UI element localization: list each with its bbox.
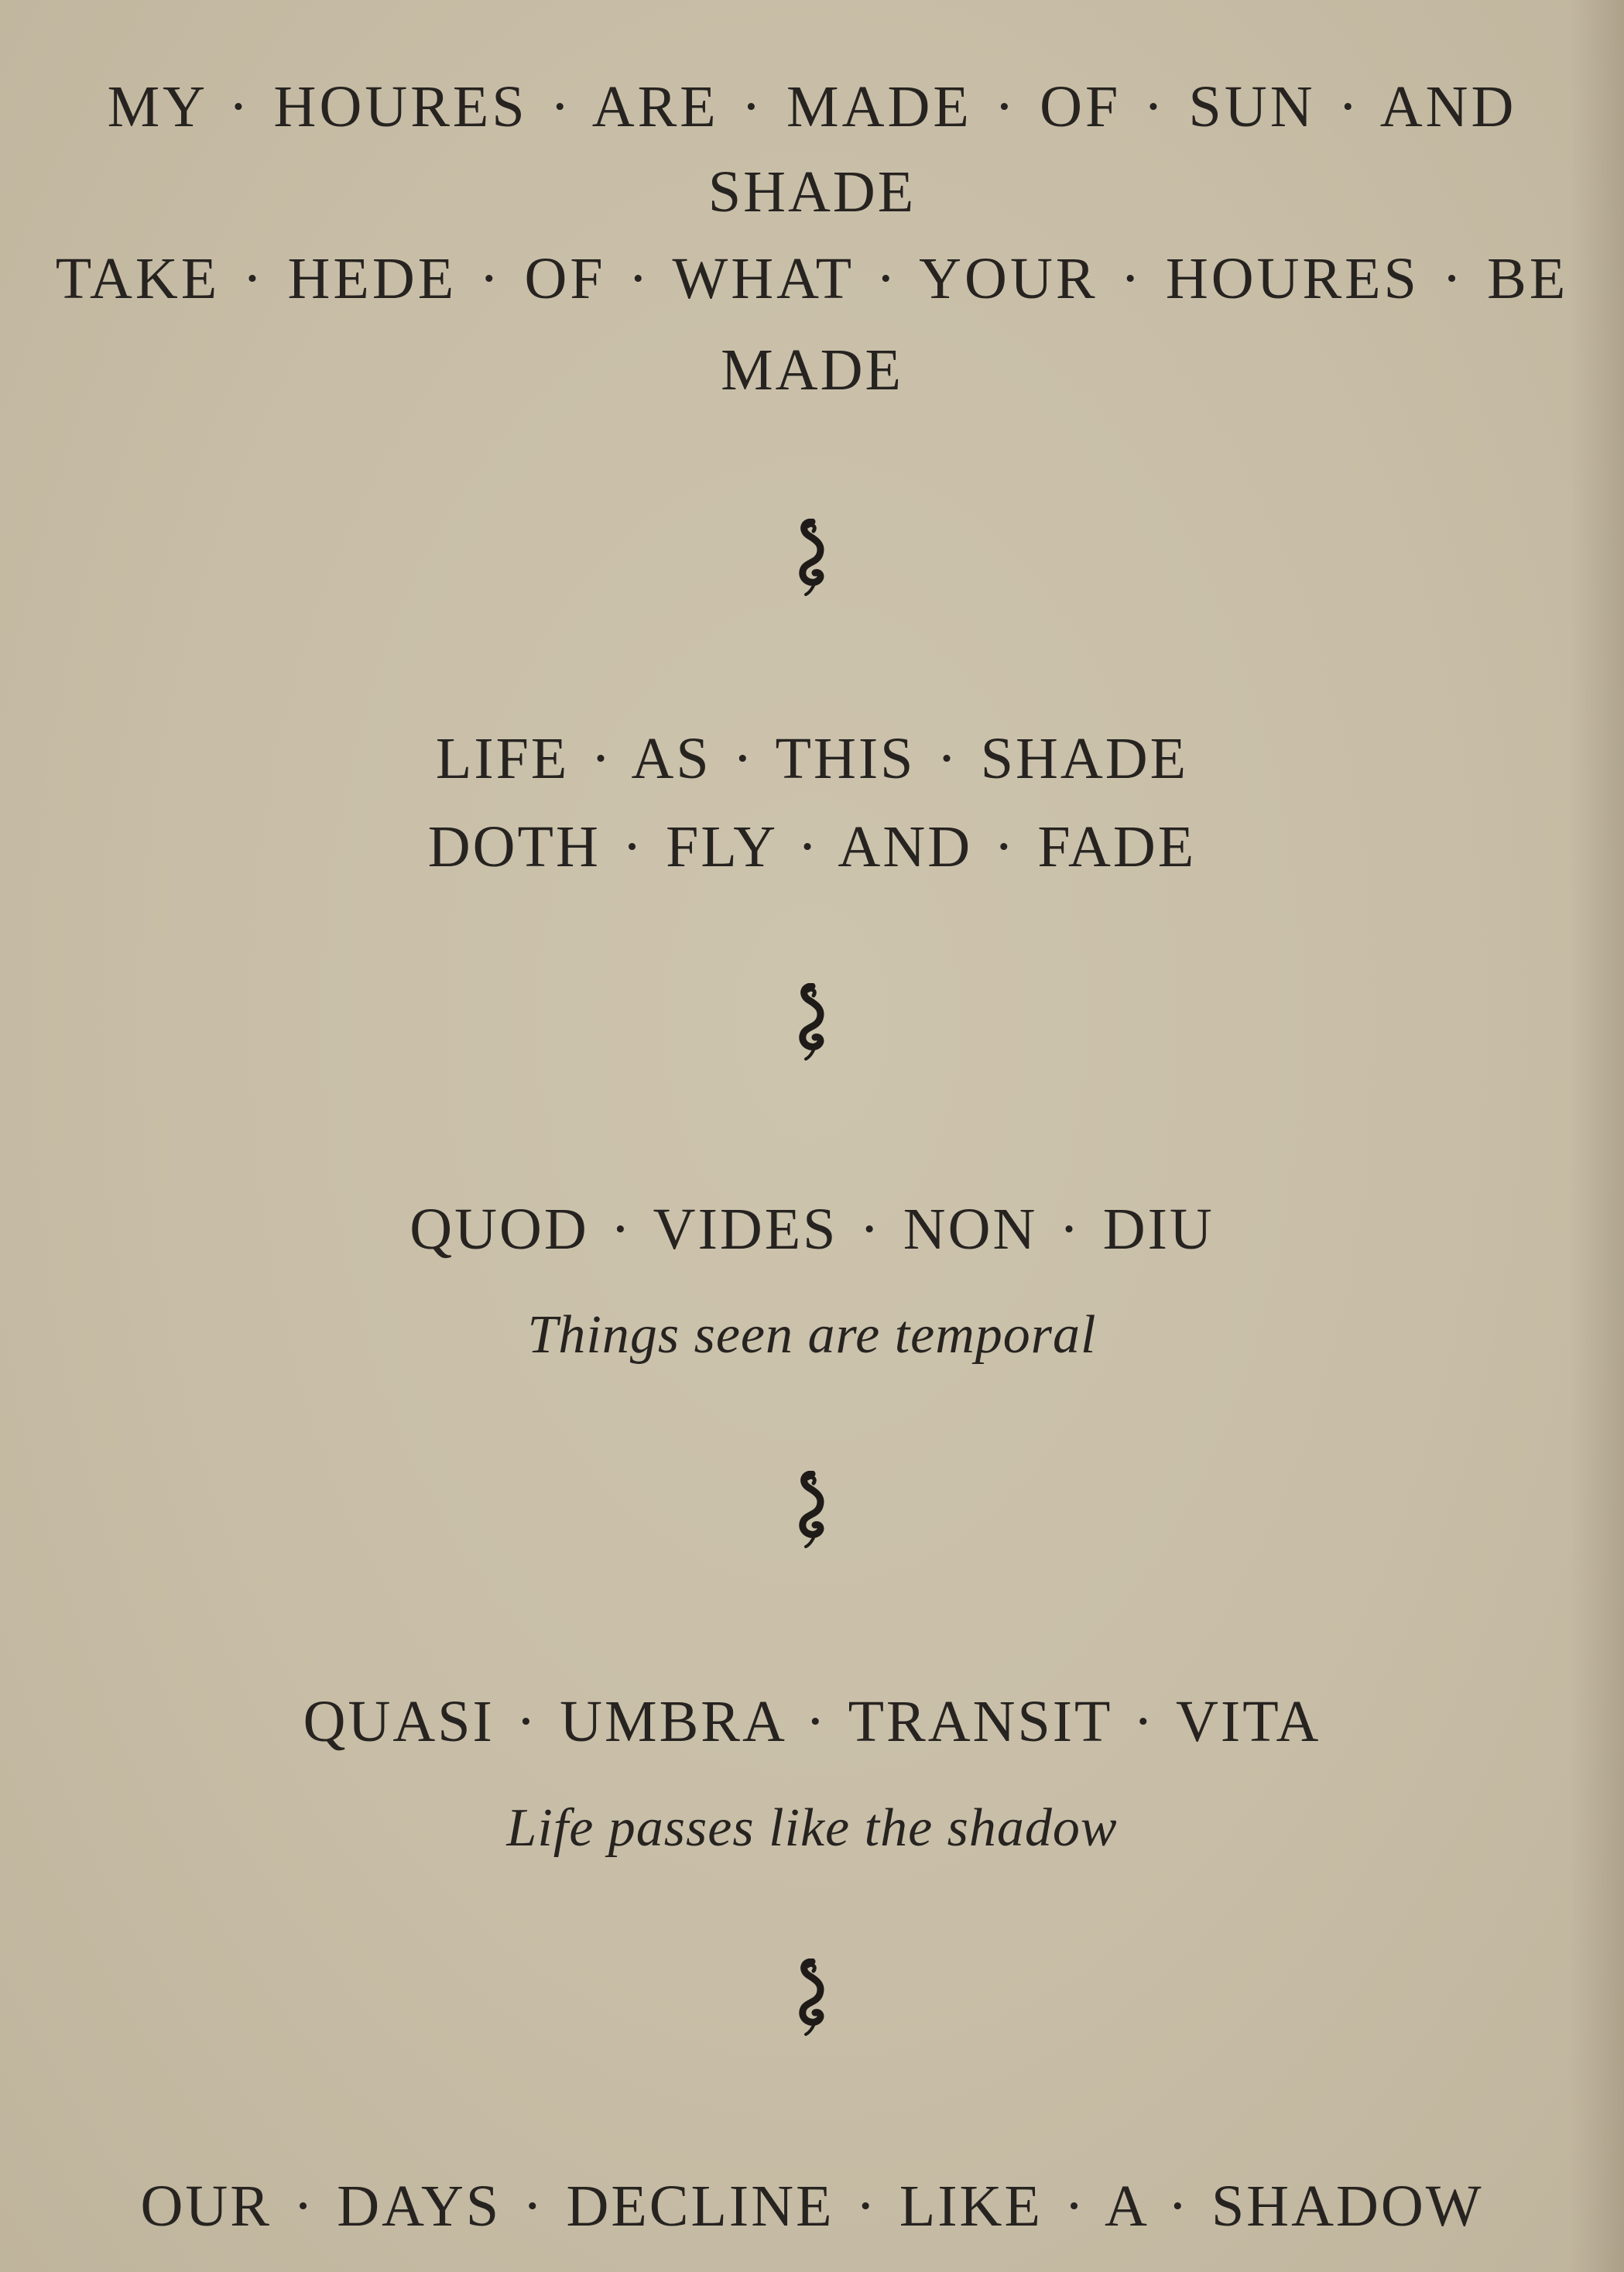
motto-2-line-1: LIFE · AS · THIS · SHADE	[435, 726, 1189, 791]
ornament-4	[0, 1958, 1624, 2040]
motto-1-line-2: SHADE	[708, 159, 916, 224]
motto-1-line-1: MY · HOURES · ARE · MADE · OF · SUN · AND	[107, 74, 1517, 139]
motto-3-translation: Things seen are temporal	[527, 1305, 1097, 1365]
motto-4-translation: Life passes like the shadow	[506, 1798, 1118, 1858]
ornament-1	[0, 519, 1624, 600]
motto-1-line-4: MADE	[721, 338, 903, 403]
ornament-3	[0, 1471, 1624, 1552]
decorative-flourish-icon	[789, 983, 835, 1061]
decorative-flourish-icon	[789, 1471, 835, 1548]
motto-3-latin: QUOD · VIDES · NON · DIU	[409, 1197, 1215, 1262]
motto-5-line-1: OUR · DAYS · DECLINE · LIKE · A · SHADOW	[140, 2174, 1484, 2239]
decorative-flourish-icon	[789, 1958, 835, 2036]
ornament-2	[0, 983, 1624, 1064]
motto-1-line-3: TAKE · HEDE · OF · WHAT · YOUR · HOURES · BE	[55, 246, 1569, 311]
decorative-flourish-icon	[789, 519, 835, 596]
motto-4-latin: QUASI · UMBRA · TRANSIT · VITA	[303, 1689, 1321, 1754]
motto-2-line-2: DOTH · FLY · AND · FADE	[427, 814, 1197, 879]
